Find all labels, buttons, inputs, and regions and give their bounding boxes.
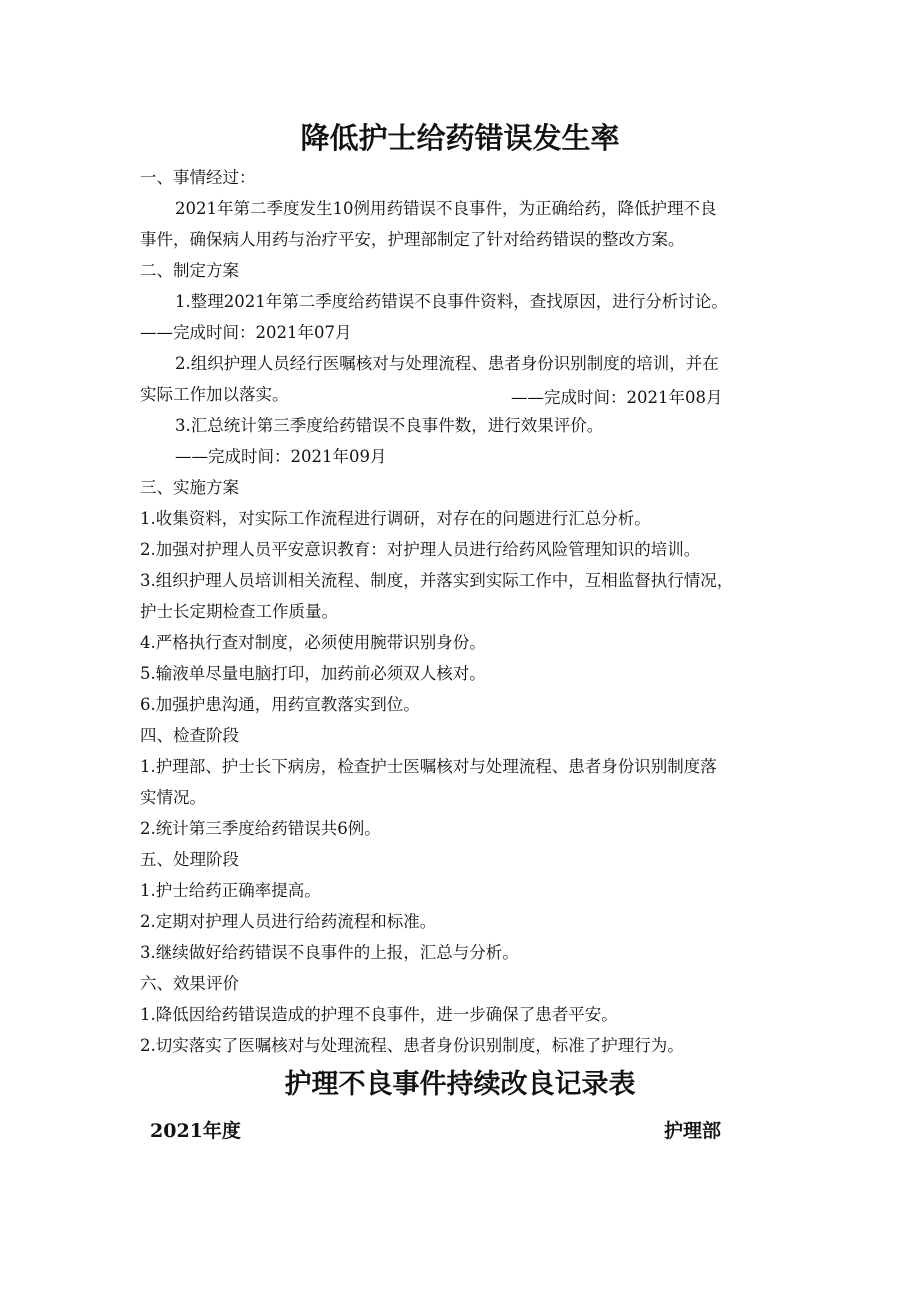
- section-1-heading: 一、事情经过：: [140, 168, 256, 187]
- section-4-item-2: 2.统计第三季度给药错误共6例。: [140, 819, 381, 838]
- section-2-item-2-time: ——完成时间：2021年08月: [511, 388, 723, 407]
- section-5-item-1: 1.护士给药正确率提高。: [140, 881, 321, 900]
- section-3-item-6: 6.加强护患沟通，用药宣教落实到位。: [140, 695, 420, 714]
- section-2-item-3: 3.汇总统计第三季度给药错误不良事件数，进行效果评价。: [175, 416, 604, 435]
- section-1-paragraph-line-1: 2021年第二季度发生10例用药错误不良事件，为正确给药，降低护理不良: [175, 199, 717, 218]
- section-5-item-2: 2.定期对护理人员进行给药流程和标准。: [140, 912, 437, 931]
- section-4-heading: 四、检查阶段: [140, 726, 239, 745]
- document-title: 降低护士给药错误发生率: [300, 121, 620, 155]
- section-3-item-4: 4.严格执行查对制度，必须使用腕带识别身份。: [140, 633, 486, 652]
- section-2-item-2-line-1: 2.组织护理人员经行医嘱核对与处理流程、患者身份识别制度的培训，并在: [175, 354, 719, 373]
- section-4-item-1-line-1: 1.护理部、护士长下病房，检查护士医嘱核对与处理流程、患者身份识别制度落: [140, 757, 717, 776]
- section-1-paragraph-line-2: 事件，确保病人用药与治疗平安，护理部制定了针对给药错误的整改方案。: [140, 230, 685, 249]
- section-2-heading: 二、制定方案: [140, 261, 239, 280]
- section-2-item-2-line-2: 实际工作加以落实。: [140, 385, 289, 404]
- section-6-item-2: 2.切实落实了医嘱核对与处理流程、患者身份识别制度，标准了护理行为。: [140, 1036, 684, 1055]
- section-3-item-1: 1.收集资料，对实际工作流程进行调研，对存在的问题进行汇总分析。: [140, 509, 651, 528]
- section-3-item-3-line-1: 3.组织护理人员培训相关流程、制度，并落实到实际工作中，互相监督执行情况，: [140, 571, 734, 590]
- section-5-item-3: 3.继续做好给药错误不良事件的上报，汇总与分析。: [140, 943, 519, 962]
- section-3-item-3-line-2: 护士长定期检查工作质量。: [140, 602, 338, 621]
- year-label: 2021年度: [150, 1120, 241, 1142]
- department-label: 护理部: [664, 1120, 722, 1142]
- record-table-title: 护理不良事件持续改良记录表: [284, 1069, 636, 1100]
- section-3-heading: 三、实施方案: [140, 478, 239, 497]
- section-4-item-1-line-2: 实情况。: [140, 788, 206, 807]
- section-3-item-5: 5.输液单尽量电脑打印，加药前必须双人核对。: [140, 664, 486, 683]
- section-2-item-1: 1.整理2021年第二季度给药错误不良事件资料，查找原因，进行分析讨论。: [175, 292, 728, 311]
- section-2-item-3-time: ——完成时间：2021年09月: [175, 447, 387, 466]
- section-6-heading: 六、效果评价: [140, 974, 239, 993]
- section-6-item-1: 1.降低因给药错误造成的护理不良事件，进一步确保了患者平安。: [140, 1005, 618, 1024]
- section-5-heading: 五、处理阶段: [140, 850, 239, 869]
- section-3-item-2: 2.加强对护理人员平安意识教育：对护理人员进行给药风险管理知识的培训。: [140, 540, 701, 559]
- section-2-item-1-time: ——完成时间：2021年07月: [140, 323, 352, 342]
